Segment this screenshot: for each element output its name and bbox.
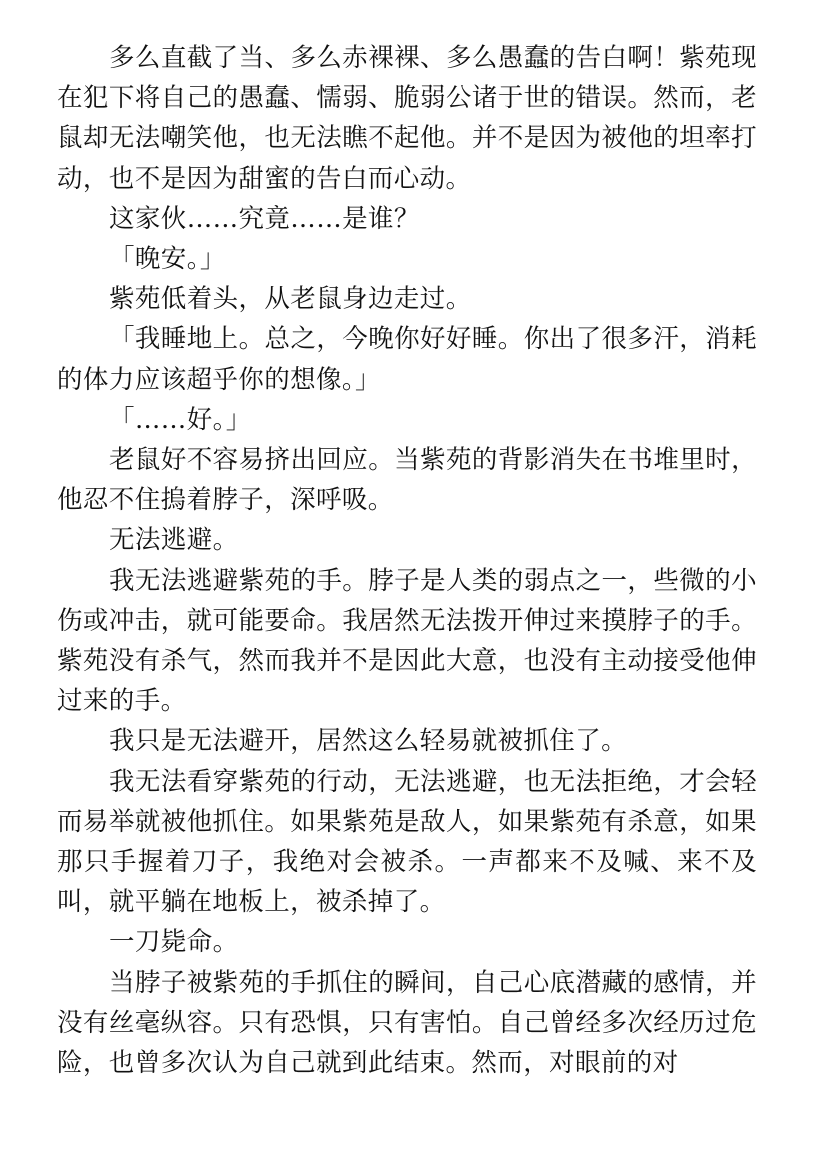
document-page [57, 38, 757, 1083]
paragraph-if-enemy: 我无法看穿紫苑的行动，无法逃避，也无法拒绝，才会轻而易举就被他抓住。如果紫苑是敌人，如果紫苑有杀意，如果那只手握着刀子，我绝对会被杀。一声都来不及喊、来不及叫，就平躺在地板上，被杀掉了。 [57, 766, 757, 918]
paragraph-nezumi-reply: 老鼠好不容易挤出回应。当紫苑的背影消失在书堆里时，他忍不住摀着脖子，深呼吸。 [57, 445, 757, 516]
paragraph-goodnight: 「晚安。」 [109, 244, 226, 275]
paragraph-shion-walks: 紫苑低着头，从老鼠身边走过。 [109, 284, 472, 315]
paragraph-cannot-escape: 无法逃避。 [109, 525, 239, 556]
paragraph-one-stroke: 一刀毙命。 [109, 927, 239, 958]
paragraph-confession: 多么直截了当、多么赤裸裸、多么愚蠢的告白啊！紫苑现在犯下将自己的愚蠢、懦弱、脆弱公诸于世的错误。然而，老鼠却无法嘲笑他，也无法瞧不起他。并不是因为被他的坦率打动，也不是因为甜蜜的告白而心动。 [57, 43, 757, 194]
paragraph-who-is-he: 这家伙……究竟……是谁？ [109, 203, 420, 234]
paragraph-ok: 「……好。」 [109, 404, 252, 435]
paragraph-fear: 当脖子被紫苑的手抓住的瞬间，自己心底潜藏的感情，并没有丝毫纵容。只有恐惧，只有害怕。自己曾经多次经历过危险，也曾多次认为自己就到此结束。然而，对眼前的对 [57, 967, 757, 1079]
paragraph-caught-easily: 我只是无法避开，居然这么轻易就被抓住了。 [109, 726, 628, 757]
paragraph-sleep-floor: 「我睡地上。总之，今晚你好好睡。你出了很多汗，消耗的体力应该超乎你的想像。」 [57, 324, 757, 395]
paragraph-neck-weakness: 我无法逃避紫苑的手。脖子是人类的弱点之一，些微的小伤或冲击，就可能要命。我居然无法拨开伸过来摸脖子的手。紫苑没有杀气，然而我并不是因此大意，也没有主动接受他伸过来的手。 [57, 565, 757, 717]
